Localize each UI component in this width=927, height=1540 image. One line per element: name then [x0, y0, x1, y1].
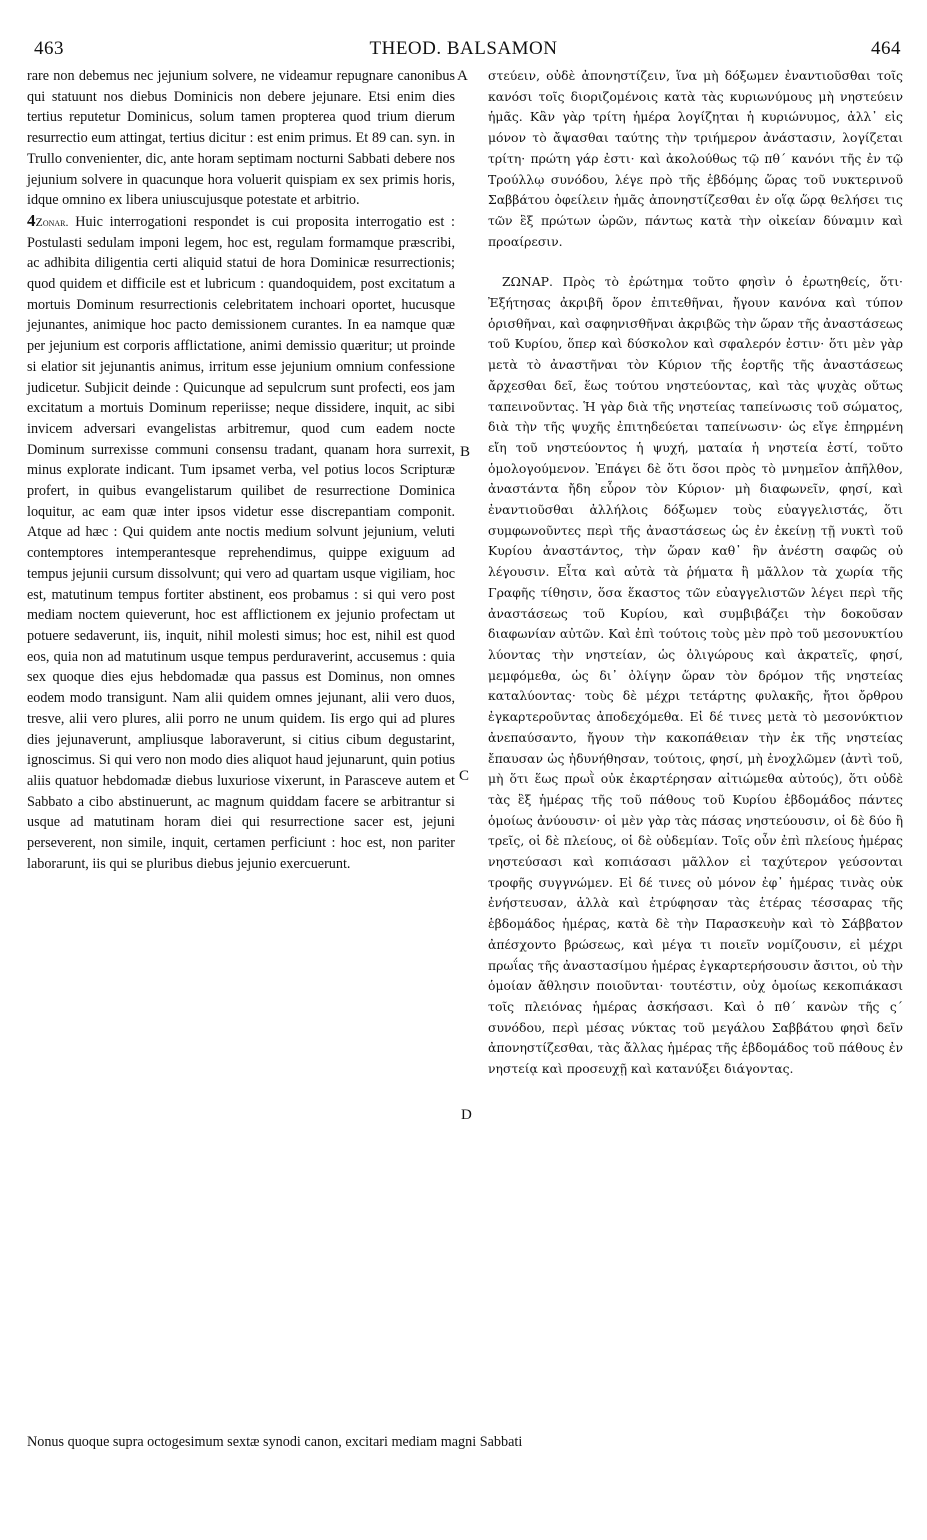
- running-header: [26, 38, 901, 64]
- latin-paragraph-1: rare non debemus nec jejunium solvere, ne videamur repugnare canonibus qui statuunt nos diebus Dominicis non debere jejunare. Etsi enim dies tertius reputetur Dominicus, solum tamen propterea quod trium dierum resurrectio eum attingat, tertius dicitur : est enim primus. Et 89 can. syn. in Trullo convenienter, dic, ante horam septimam nocturni Sabbati debere nos jejunium solvere in quacunque hora voluerit quispiam ex sex primis horis, idque omnino ex libera uniuscujusque potestate et arbitrio.: [27, 68, 455, 209]
- latin-paragraph-2: [27, 211, 455, 875]
- latin-author-name: Zonar.: [35, 214, 69, 229]
- gutter-letter-c: C: [459, 768, 470, 784]
- running-head-title: THEOD. BALSAMON: [369, 38, 558, 59]
- greek-paragraph-2: [488, 272, 903, 1079]
- page-number-left: 463: [34, 38, 64, 59]
- latin-column: [27, 66, 455, 874]
- gutter-letter-b: B: [460, 444, 471, 460]
- section-marker: 4: [27, 210, 36, 230]
- greek-column: [488, 66, 903, 1080]
- greek-paragraph-2-text: Πρὸς τὸ ἐρώτημα τοῦτο φησὶν ὁ ἐρωτηθείς, ὅτι· Ἐξήτησας ἀκριβῆ ὅρον ἐπιτεθῆναι, ἤγουν κανόνα καὶ τύπον ὁρισθῆναι, καὶ σαφηνισθῆναι ἀκριβῶς τὴν ὥραν τῆς ἀναστάσεως τοῦ Κυρίου, ὅπερ καὶ δύσκολον καὶ σφαλερόν ἐστιν· ὅτι μὲν γὰρ μετὰ τὸ ἀναστῆναι τὸν Κύριον τῆς ἑορτῆς τῆς ἀναστάσεως ἄρχεσθαι δεῖ, ἕως τούτου νηστεύοντας, καὶ τὰς ψυχὰς οὕτως ταπεινοῦντας. Ἡ γὰρ διὰ τῆς νηστείας ταπείνωσις τοῦ σώματος, διὰ τὴν τῆς ψυχῆς ἐπιτηδεύεται ταπείνωσιν· ὡς εἴγε ἐπηρμένη εἴη τοῦ νηστεύοντος ἡ ψυχή, ματαία ἡ νηστεία ἐστί, τοῦτο ὁμολογούμενον. Ἐπάγει δὲ ὅτι ὅσοι πρὸς τὸ μνημεῖον ἀπῆλθον, ἀναστάντα ἤδη εὗρον τὸν Κύριον· μὴ διαφωνεῖν, φησί, καὶ ἐναντιοῦσθαι ἀλλήλοις δόξωμεν τοὺς εὐαγγελιστάς, ὅτι συμφωνοῦντες περὶ τῆς ἀναστάσεως ὡς ἐν ἐκείνῃ τῇ νυκτὶ τοῦ Κυρίου ἀναστάντος, τὴν ὥραν καθ᾽ ἣν ἀνέστη σαφῶς οὐ λέγουσιν. Εἶτα καὶ αὐτὰ τὰ ῥήματα ἢ μᾶλλον τὰ χωρία τῆς Γραφῆς τίθησιν, ὅσα ἕκαστος τῶν εὐαγγελιστῶν λέγει περὶ τῆς ἀναστάσεως τοῦ Κυρίου, καὶ συμβιβάζει τὴν δοκοῦσαν διαφωνίαν αὐτῶν. Καὶ ἐπὶ τούτοις τοὺς μὲν πρὸ τοῦ μεσονυκτίου λύοντας τὴν νηστείαν, ὡς ὀλιγώρους καὶ ἀκρατεῖς, φησί, μεμφόμεθα, ὡς δι᾽ ὀλίγην ὥραν τὸν δρόμον τῆς νηστείας καταλύοντας· τοὺς δὲ μέχρι τετάρτης φυλακῆς, ἤτοι ὄρθρου ἐγκαρτεροῦντας ἀποδεχόμεθα. Εἰ δέ τινες μετὰ τὸ μεσονύκτιον ἀνεπαύσαντο, ἤγουν τὴν κακοπάθειαν τὴν ἐκ τῆς νηστείας ἔπαυσαν ὡς ἠδυνήθησαν, τούτοις, φησί, μὴ ἐνοχλῶμεν (ἀντὶ τοῦ, μὴ ὅτι ἕως πρωῒ οὐκ ἐκαρτέρησαν αἰτιώμεθα αὐτούς), ὅτι οὐδὲ τὰς ἓξ ἡμέρας τῆς τοῦ πάθους τοῦ Κυρίου ἑβδομάδος πάντες ὁμοίως ἀνύουσιν· οἱ μὲν γὰρ τὰς πάσας νηστεύουσιν, οἱ δὲ δύο ἢ τρεῖς, οἱ δὲ πλείους, οἱ δὲ οὐδεμίαν. Τοῖς οὖν ἐπὶ πλείους ἡμέρας νηστεύσασι καὶ κοπιάσασι μᾶλλον εἰ ταχύτερον γεύσονται τροφῆς συγγνώμεν. Εἰ δέ τινες οὐ μόνον ἐφ᾽ ἡμέρας τινὰς οὐκ ἐνήστευσαν, ἀλλὰ καὶ ἐτρύφησαν τὰς ἑτέρας τέσσαρας τῆς ἑβδομάδος ἡμέρας, κατὰ δὲ τὴν Παρασκευὴν καὶ τὸ Σάββατον ἀπέσχοντο βρώσεως, καὶ μέγα τι ποιεῖν νομίζουσιν, εἰ μέχρι πρωΐας τῆς ἀναστασίμου ἡμέρας ἐγκαρτερήσουσιν ἄσιτοι, οὐ τὴν ὁμοίαν ἄθλησιν ποιοῦνται· τουτέστιν, οὐχ ὁμοίως κεκοπιάκασι τοῖς πλειόνας ἡμέρας ἀσκήσασι. Καὶ ὁ πθ´ κανὼν τῆς ς´ συνόδου, περὶ μέσας νύκτας τοῦ μεγάλου Σαββάτου φησὶ δεῖν ἀπονηστίζεσθαι, τὰς ἄλλας ἡμέρας τῆς ἑβδομάδος τοῦ πάθους ἐν νηστείᾳ καὶ προσευχῇ καὶ κατανύξει διάγοντας.: [488, 274, 903, 1077]
- gutter-letter-d: D: [461, 1107, 472, 1123]
- greek-paragraph-1: στεύειν, οὐδὲ ἀπονηστίζειν, ἵνα μὴ δόξωμεν ἐναντιοῦσθαι τοῖς κανόσι τοῖς διοριζομένοις κατὰ τὰς κυριωνύμους μὴ νηστεύειν ἡμᾶς. Κἂν γὰρ τρίτη ἡμέρα λογίζηται ἡ κυριώνυμος, ἀλλ᾽ εἰς μόνον τὸ ἄψασθαι ταύτης τὴν τριήμερον ἀνάστασιν, λογίζεται τρίτη· πρώτη γάρ ἐστι· καὶ ἀκολούθως τῷ πθ´ κανόνι τῆς ἐν τῷ Τρούλλῳ συνόδου, λέγε πρὸ τῆς ἑβδόμης ὥρας τοῦ νυκτερινοῦ Σαββάτου ὀφείλειν ἡμᾶς ἀπονηστίζεσθαι ἐν οἵᾳ ὥρᾳ θελήσει τις τῶν ἓξ πρώτων ὡρῶν, πάντως κατὰ τὴν οἰκείαν δύναμιν καὶ προαίρεσιν.: [488, 68, 903, 249]
- gutter-letter-a: A: [457, 68, 468, 84]
- footer-line: Nonus quoque supra octogesimum sextæ synodi canon, excitari mediam magni Sabbati: [27, 1434, 523, 1450]
- greek-author-name: ΖΩΝΑΡ.: [502, 274, 553, 290]
- page-number-right: 464: [871, 38, 901, 59]
- latin-paragraph-2-text: Huic interrogationi respondet is cui proposita interrogatio est : Postulasti sedulam imponi legem, hoc est, regulam formamque præscribi, ac adhibita diligentia certi aliquid statui de hora Dominicæ resurrectionis; quod quidem et difficile est et lubricum : quandoquidem, post excitatum a mortuis Dominum resurrectionis celebritatem inchoari oportet, hucusque jejunantes, animique hoc pacto demissionem curantes. In ea namque quæ per jejunium est corporis afflictatione, animi demissio quæritur; ut proinde si elatior sit jejunantis animus, irritum esse jejunium omnium confessione judicetur. Subjicit deinde : Quicunque ad sepulcrum sunt profecti, eos jam excitatum a mortuis Dominum reperiisse; neque dissidere, inquit, ac sibi invicem adversari evangelistas arbitremur, quod cum eadem nocte Dominum surrexisse communi consensu tradant, quanam hora surrexit, minus explorate indicant. Tum ipsamet verba, vel potius locos Scripturæ profert, in quibus evangelistarum quilibet de resurrectione Dominica loquitur, ac eam quæ inter ipsos videtur esse discrepantiam componit. Atque ad hæc : Qui quidem ante noctis medium solvunt jejunium, veluti contemptores intemperantesque reprehendimus, quippe exiguum ad tempus jejunii cursum dissolvunt; qui vero ad quartam usque vigiliam, hoc est, matutinum tempus fortiter abstinent, eos probamus : si qui vero post mediam noctem quieverunt, hoc est afflictionem ex jejunio profectam ut potuere sedaverunt, iis, inquit, nihil molesti simus; hoc est, nihil est quod eos, quia non ad matutinum usque tempus perduraverint, accusemus : quia sex quoque dies ejus hebdomadæ qua passus est Dominus, non omnes eodem modo transigunt. Nam alii quidem omnes jejunant, alii vero duos, tresve, alii vero plures, alii porro ne unum quidem. Iis ergo qui ad plures dies jejunaverunt, ampliusque laboraverunt, si citius cibum degustarint, ignoscimus. Si qui vero non modo dies aliquot haud jejunarunt, quin potius aliis quatuor hebdomadæ diebus luxuriose vixerunt, in Parasceve autem et Sabbato a cibo abstinuerunt, ac magnum quiddam facere se arbitrantur si usque ad matutinam horam diei qui resurrectione sacer est, jejuni perseverent, non simile, inquit, certamen perficiunt : hoc est, non pariter laborarunt, iis qui se pluribus diebus jejunio exercuerunt.: [27, 213, 455, 872]
